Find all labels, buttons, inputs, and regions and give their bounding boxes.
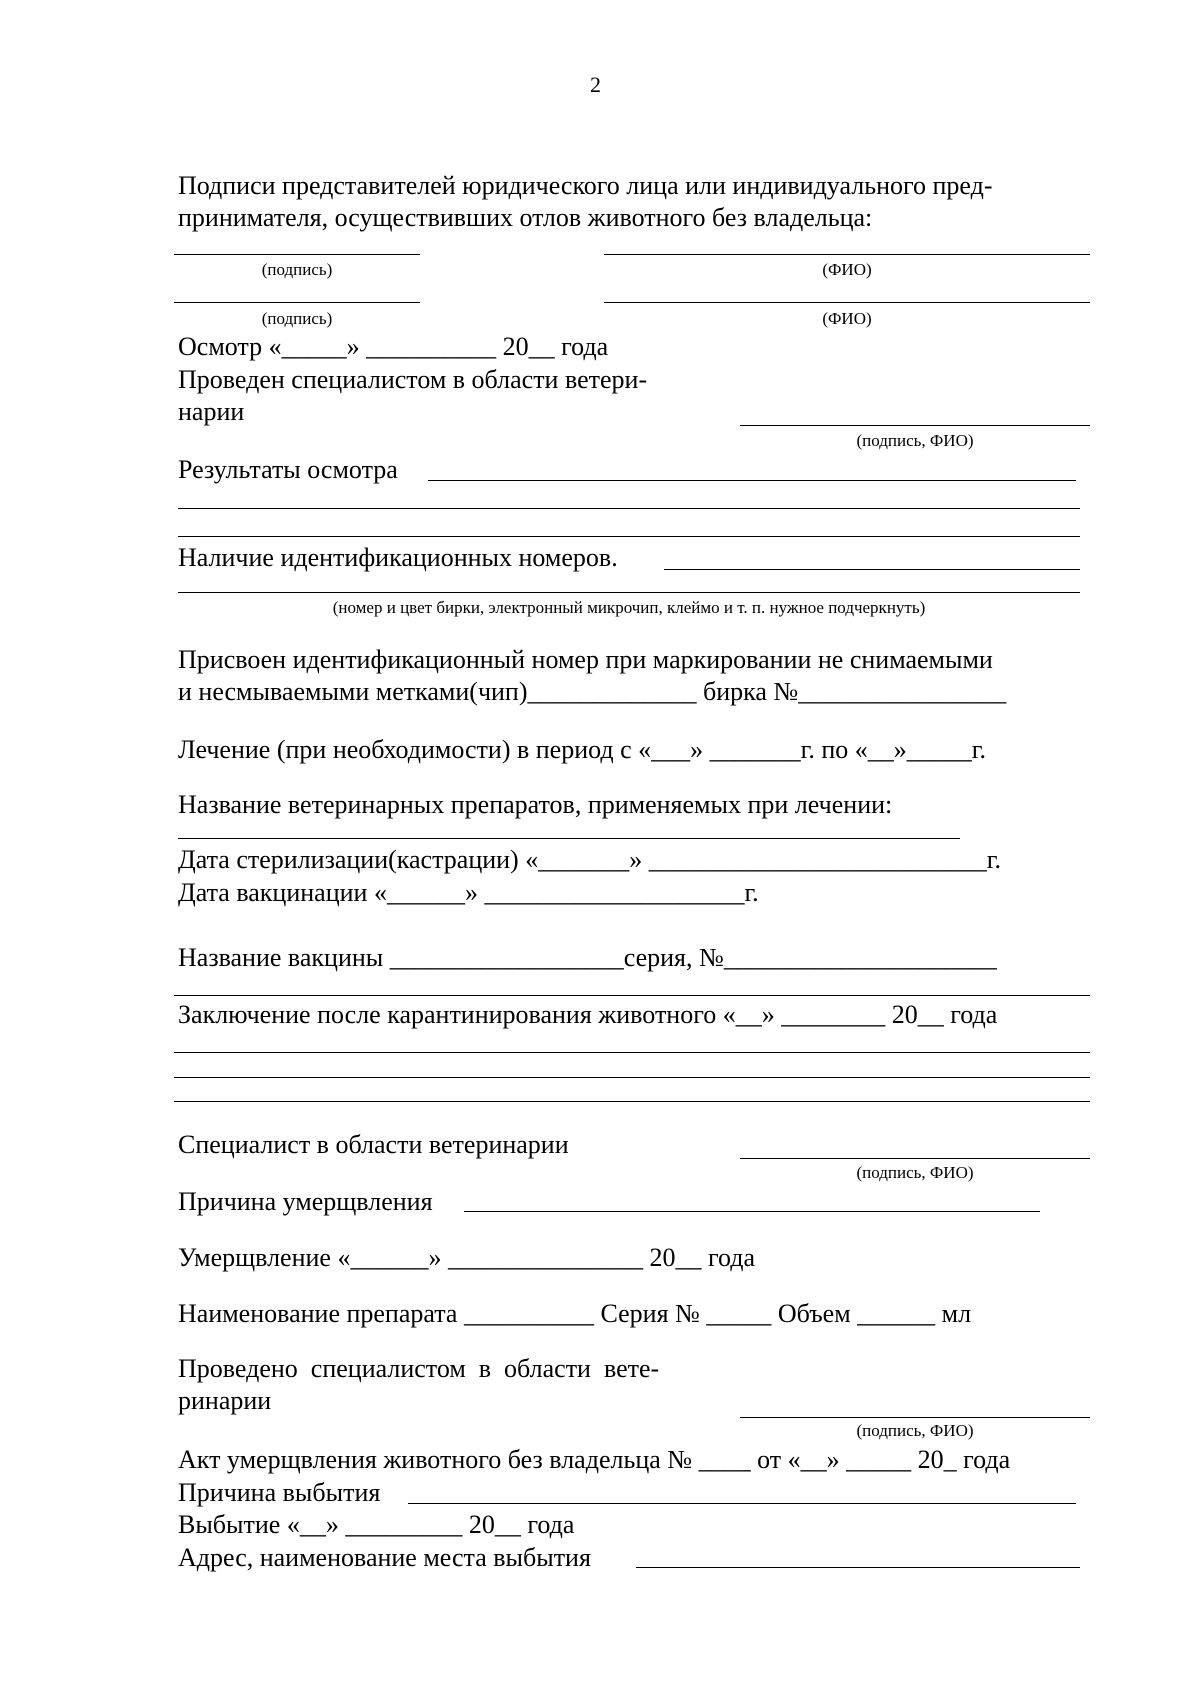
- disposal-reason-line[interactable]: [408, 1503, 1076, 1504]
- inspection-signature-line[interactable]: [740, 425, 1090, 426]
- name-1-line[interactable]: [604, 254, 1090, 255]
- identification-assigned-line-1: Присвоен идентификационный номер при маркировании не снимаемыми: [178, 645, 993, 674]
- results-line-1[interactable]: [428, 480, 1076, 481]
- name-1-caption: (ФИО): [822, 260, 872, 279]
- euthanasia-reason-label: Причина умерщвления: [178, 1187, 433, 1216]
- specialist-signature-caption: (подпись, ФИО): [856, 1163, 974, 1182]
- identification-assigned-line-2: и несмываемыми метками(чип)_____________ бирка №________________: [178, 677, 1007, 706]
- results-label: Результаты осмотра: [178, 455, 398, 484]
- identification-presence-label: Наличие идентификационных номеров.: [178, 543, 618, 572]
- signature-2-caption: (подпись): [261, 309, 333, 328]
- euthanasia-drug: Наименование препарата __________ Серия № _____ Объем ______ мл: [178, 1299, 972, 1328]
- identification-presence-caption: (номер и цвет бирки, электронный микрочип, клеймо и т. п. нужное подчеркнуть): [332, 598, 926, 617]
- conclusion-line-2[interactable]: [174, 1077, 1090, 1078]
- sterilization-date: Дата стерилизации(кастрации) «_______» __________________________г.: [178, 845, 1001, 874]
- quarantine-conclusion: Заключение после карантинирования животного «__» ________ 20__ года: [178, 1000, 998, 1029]
- conclusion-line-3[interactable]: [174, 1101, 1090, 1102]
- results-line-3[interactable]: [178, 536, 1080, 537]
- conclusion-top-line: [174, 995, 1090, 996]
- signatures-heading-line-2: принимателя, осуществивших отлов животного без владельца:: [178, 203, 873, 232]
- specialist-signature-line[interactable]: [740, 1158, 1090, 1159]
- results-line-2[interactable]: [178, 508, 1080, 509]
- treatment-drugs-label: Название ветеринарных препаратов, применяемых при лечении:: [178, 790, 893, 819]
- signature-1-line[interactable]: [174, 254, 420, 255]
- conclusion-line-1[interactable]: [174, 1052, 1090, 1053]
- euthanasia-conducted-line-1: Проведено специалистом в области вете-: [178, 1354, 660, 1383]
- euthanasia-signature-caption: (подпись, ФИО): [856, 1421, 974, 1440]
- inspection-conducted-line-2: нарии: [178, 397, 245, 426]
- disposal-address-line[interactable]: [636, 1567, 1080, 1568]
- specialist-label: Специалист в области ветеринарии: [178, 1130, 569, 1159]
- vaccination-date: Дата вакцинации «______» ____________________г.: [178, 878, 759, 907]
- inspection-signature-caption: (подпись, ФИО): [856, 431, 974, 450]
- identification-presence-line-1[interactable]: [664, 569, 1080, 570]
- euthanasia-signature-line[interactable]: [740, 1417, 1090, 1418]
- disposal-reason-label: Причина выбытия: [178, 1478, 381, 1507]
- inspection-conducted-line-1: Проведен специалистом в области ветери-: [178, 365, 648, 394]
- vaccine-name-series: Название вакцины __________________серия, №_____________________: [178, 943, 997, 972]
- signature-2-line[interactable]: [174, 302, 420, 303]
- page-number: 2: [590, 72, 601, 97]
- disposal-date: Выбытие «__» _________ 20__ года: [178, 1510, 575, 1539]
- signature-1-caption: (подпись): [261, 260, 333, 279]
- euthanasia-conducted-line-2: ринарии: [178, 1386, 272, 1415]
- inspection-date: Осмотр «_____» __________ 20__ года: [178, 332, 609, 361]
- treatment-period: Лечение (при необходимости) в период с «___» _______г. по «__»_____г.: [178, 735, 987, 764]
- name-2-caption: (ФИО): [822, 309, 872, 328]
- treatment-drugs-line[interactable]: [178, 838, 960, 839]
- euthanasia-reason-line[interactable]: [464, 1211, 1040, 1212]
- euthanasia-act: Акт умерщвления животного без владельца № ____ от «__» _____ 20_ года: [178, 1445, 1011, 1474]
- disposal-address-label: Адрес, наименование места выбытия: [178, 1543, 591, 1572]
- signatures-heading-line-1: Подписи представителей юридического лица или индивидуального пред-: [178, 171, 993, 200]
- name-2-line[interactable]: [604, 302, 1090, 303]
- euthanasia-date: Умерщвление «______» _______________ 20__ года: [178, 1243, 755, 1272]
- identification-presence-line-2[interactable]: [178, 592, 1080, 593]
